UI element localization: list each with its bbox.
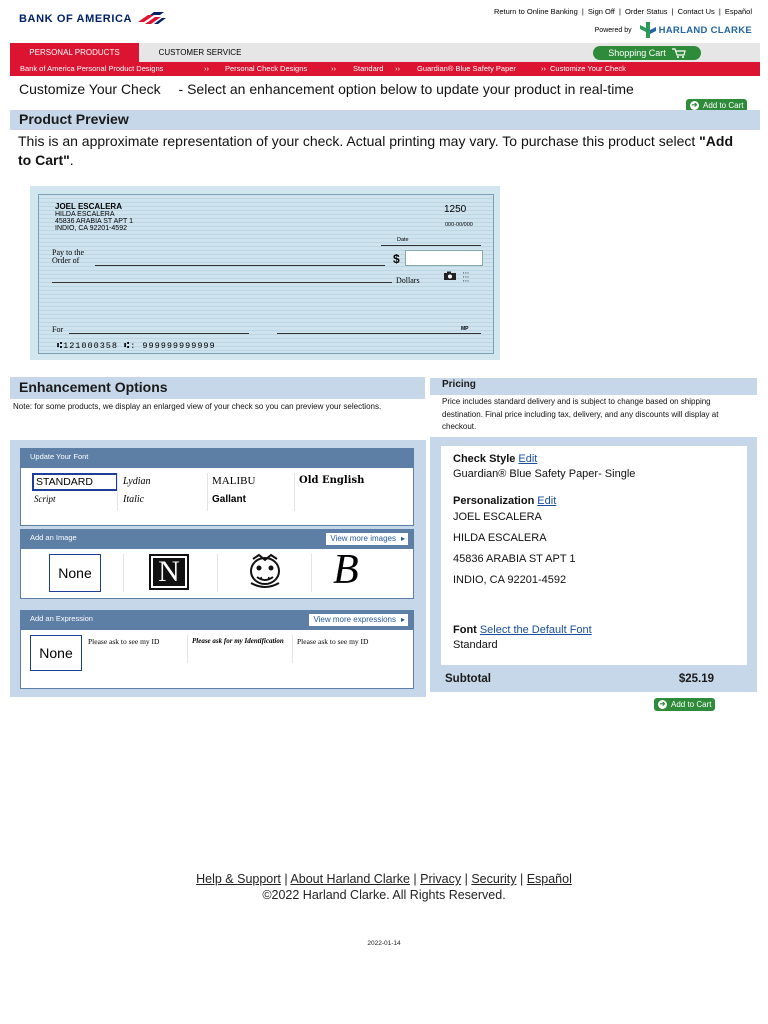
- expression-option-2[interactable]: Please ask for my Identification: [192, 637, 284, 645]
- check-fraction: 000-00/000: [445, 222, 473, 228]
- view-more-expressions-button[interactable]: View more expressions ▸: [309, 614, 408, 626]
- font-option-old-english[interactable]: Old English: [299, 475, 365, 486]
- description-emphasis: "Add to Cart": [18, 133, 734, 168]
- footer: [0, 871, 768, 903]
- divider: [117, 473, 118, 511]
- contact-us-link[interactable]: Contact Us: [677, 7, 715, 16]
- enhancement-note: Note: for some products, we display an enlarged view of your check so you can preview your selections.: [13, 402, 382, 411]
- shopping-cart-label: Shopping Cart: [608, 48, 666, 58]
- font-row: [453, 624, 592, 636]
- signature-line: [277, 333, 481, 334]
- harland-clarke-logo: [640, 22, 752, 38]
- memo-label: For: [52, 325, 64, 334]
- enhancement-options-header: [10, 377, 425, 399]
- expression-box-title: Add an Expression: [30, 614, 93, 623]
- breadcrumb-separator: ››: [331, 64, 336, 73]
- divider: [187, 635, 188, 663]
- dollars-label: Dollars: [396, 276, 420, 285]
- image-box: [20, 529, 414, 599]
- pricing-header: [430, 378, 757, 395]
- divider: [311, 554, 312, 592]
- partner-name: HARLAND CLARKE: [658, 24, 752, 36]
- breadcrumb-separator: ››: [395, 64, 400, 73]
- divider: [123, 554, 124, 592]
- bulldog-icon[interactable]: [245, 553, 285, 591]
- section-title: Pricing: [442, 379, 476, 390]
- powered-by-label: Powered by: [594, 26, 632, 34]
- font-option-standard[interactable]: STANDARD: [32, 473, 118, 491]
- date-label: Date: [397, 237, 409, 243]
- pricing-note: Price includes standard delivery and is subject to change based on shipping destination. Final price including tax, delivery, and any discounts will display at checkout.: [442, 397, 719, 431]
- expression-box-header: [21, 611, 413, 630]
- top-links: Return to Online Banking | Sign Off | Order Status | Contact Us | Español: [493, 7, 752, 16]
- section-title: Product Preview: [19, 111, 129, 127]
- amount-box: [405, 250, 483, 266]
- check-address-1: 45836 ARABIA ST APT 1: [55, 218, 133, 225]
- brand-name: BANK OF AMERICA: [19, 13, 133, 25]
- font-box: [20, 448, 414, 526]
- privacy-link[interactable]: Privacy: [420, 872, 462, 886]
- harland-clarke-icon: [640, 22, 656, 38]
- sign-off-link[interactable]: Sign Off: [587, 7, 615, 16]
- security-lock-icon: [443, 271, 457, 281]
- image-option-none[interactable]: None: [49, 554, 101, 592]
- check-name-2: HILDA ESCALERA: [55, 211, 115, 218]
- footer-links: Help & Support | About Harland Clarke | Privacy | Security | Español: [196, 872, 572, 886]
- build-date: 2022-01-14: [367, 940, 401, 947]
- page-heading: [19, 81, 634, 97]
- breadcrumb: [10, 62, 760, 76]
- flag-icon: [136, 12, 166, 26]
- add-to-cart-button-bottom[interactable]: [654, 698, 715, 711]
- font-option-malibu[interactable]: MALIBU: [212, 475, 256, 487]
- font-label: Font: [453, 624, 477, 636]
- expression-option-none[interactable]: None: [30, 635, 82, 671]
- check-preview: [30, 186, 500, 360]
- expression-option-1[interactable]: Please ask to see my ID: [88, 637, 160, 646]
- espanol-footer-link[interactable]: Español: [526, 872, 572, 886]
- breadcrumb-item-current: Customize Your Check: [550, 64, 626, 73]
- expression-option-3[interactable]: Please ask to see my ID: [297, 637, 369, 646]
- breadcrumb-item[interactable]: Personal Check Designs: [225, 64, 308, 73]
- breadcrumb-item[interactable]: Standard: [353, 64, 384, 73]
- personalization-line: HILDA ESCALERA: [453, 532, 547, 544]
- check-number: 1250: [444, 204, 467, 215]
- personalization-row: [453, 495, 556, 507]
- cart-icon: [672, 48, 686, 58]
- breadcrumb-item[interactable]: Guardian® Blue Safety Paper: [417, 64, 516, 73]
- enhancement-panel: [10, 440, 426, 697]
- order-of-label: Order of: [52, 256, 80, 265]
- security-link[interactable]: Security: [471, 872, 517, 886]
- micr-line: ⑆121000358 ⑆: 999999999999: [57, 341, 216, 351]
- personalization-line: 45836 ARABIA ST APT 1: [453, 553, 576, 565]
- font-box-header: [21, 449, 413, 468]
- image-option-n[interactable]: N: [149, 554, 189, 590]
- edit-personalization-link[interactable]: Edit: [537, 495, 557, 507]
- written-amount-line: [52, 282, 392, 283]
- personalization-label: Personalization: [453, 495, 535, 507]
- font-option-gallant[interactable]: Gallant: [212, 494, 246, 505]
- order-status-link[interactable]: Order Status: [625, 7, 668, 16]
- personalization-line: JOEL ESCALERA: [453, 511, 542, 523]
- edit-check-style-link[interactable]: Edit: [518, 453, 538, 465]
- memo-line: [69, 333, 249, 334]
- section-title: Enhancement Options: [19, 379, 168, 395]
- image-box-title: Add an Image: [30, 533, 77, 542]
- security-features-text: ▪ ▪ ▪ ▪ ▪ ▪ ▪ ▪ ▪: [463, 271, 469, 283]
- check-style-label: Check Style: [453, 453, 516, 465]
- expression-box: [20, 610, 414, 689]
- font-option-script[interactable]: Script: [34, 494, 56, 504]
- powered-by: [595, 22, 752, 38]
- breadcrumb-item[interactable]: Bank of America Personal Product Designs: [20, 64, 164, 73]
- about-harland-clarke-link[interactable]: About Harland Clarke: [290, 872, 410, 886]
- espanol-link[interactable]: Español: [724, 7, 752, 16]
- tab-customer-service[interactable]: CUSTOMER SERVICE: [158, 48, 242, 57]
- divider: [217, 554, 218, 592]
- description-text: This is an approximate representation of your check. Actual printing may vary. To purchase this product select: [18, 133, 700, 149]
- select-default-font-link[interactable]: Select the Default Font: [479, 624, 592, 636]
- arrow-icon: ➔: [659, 701, 666, 708]
- arrow-icon: ➔: [691, 102, 698, 109]
- order-summary-card: [441, 446, 747, 665]
- product-preview-header: [10, 110, 760, 130]
- page-subtitle: - Select an enhancement option below to update your product in real-time: [178, 81, 634, 97]
- view-more-images-button[interactable]: View more images ▸: [326, 533, 408, 545]
- check-style-row: [453, 453, 537, 465]
- divider: [207, 473, 208, 511]
- personalization-line: INDIO, CA 92201-4592: [453, 574, 567, 586]
- mp-mark: MP: [461, 326, 469, 332]
- font-value: Standard: [453, 639, 498, 651]
- tab-personal-products[interactable]: PERSONAL PRODUCTS: [10, 43, 139, 62]
- image-option-b[interactable]: B: [333, 547, 359, 593]
- add-to-cart-label: Add to Cart: [703, 101, 744, 110]
- date-line: [381, 245, 481, 246]
- font-option-italic[interactable]: Italic: [123, 494, 145, 505]
- shopping-cart-button[interactable]: [593, 46, 701, 60]
- check-face: [38, 194, 494, 354]
- breadcrumb-separator: ››: [204, 64, 209, 73]
- add-to-cart-label: Add to Cart: [671, 700, 712, 709]
- pay-to-label: Pay to the: [52, 248, 84, 257]
- subtotal-value: $25.19: [678, 673, 714, 685]
- copyright: ©2022 Harland Clarke. All Rights Reserved.: [262, 888, 506, 902]
- description-end: .: [69, 152, 74, 168]
- return-to-online-banking-link[interactable]: Return to Online Banking: [493, 7, 578, 16]
- breadcrumb-separator: ››: [541, 64, 546, 73]
- bank-of-america-logo[interactable]: [19, 12, 166, 26]
- dollar-sign: $: [393, 252, 400, 266]
- page-title: Customize Your Check: [19, 81, 161, 97]
- font-option-lydian[interactable]: Lydian: [123, 476, 151, 487]
- check-address-2: INDIO, CA 92201-4592: [55, 225, 127, 232]
- preview-description: [18, 132, 748, 170]
- pricing-panel: [430, 437, 757, 692]
- divider: [292, 635, 293, 663]
- check-style-value: Guardian® Blue Safety Paper- Single: [453, 468, 636, 480]
- payee-line: [95, 265, 385, 266]
- font-box-title: Update Your Font: [30, 452, 89, 461]
- subtotal-label: Subtotal: [445, 673, 491, 685]
- help-support-link[interactable]: Help & Support: [196, 872, 281, 886]
- divider: [294, 473, 295, 511]
- check-name-1: JOEL ESCALERA: [55, 202, 122, 211]
